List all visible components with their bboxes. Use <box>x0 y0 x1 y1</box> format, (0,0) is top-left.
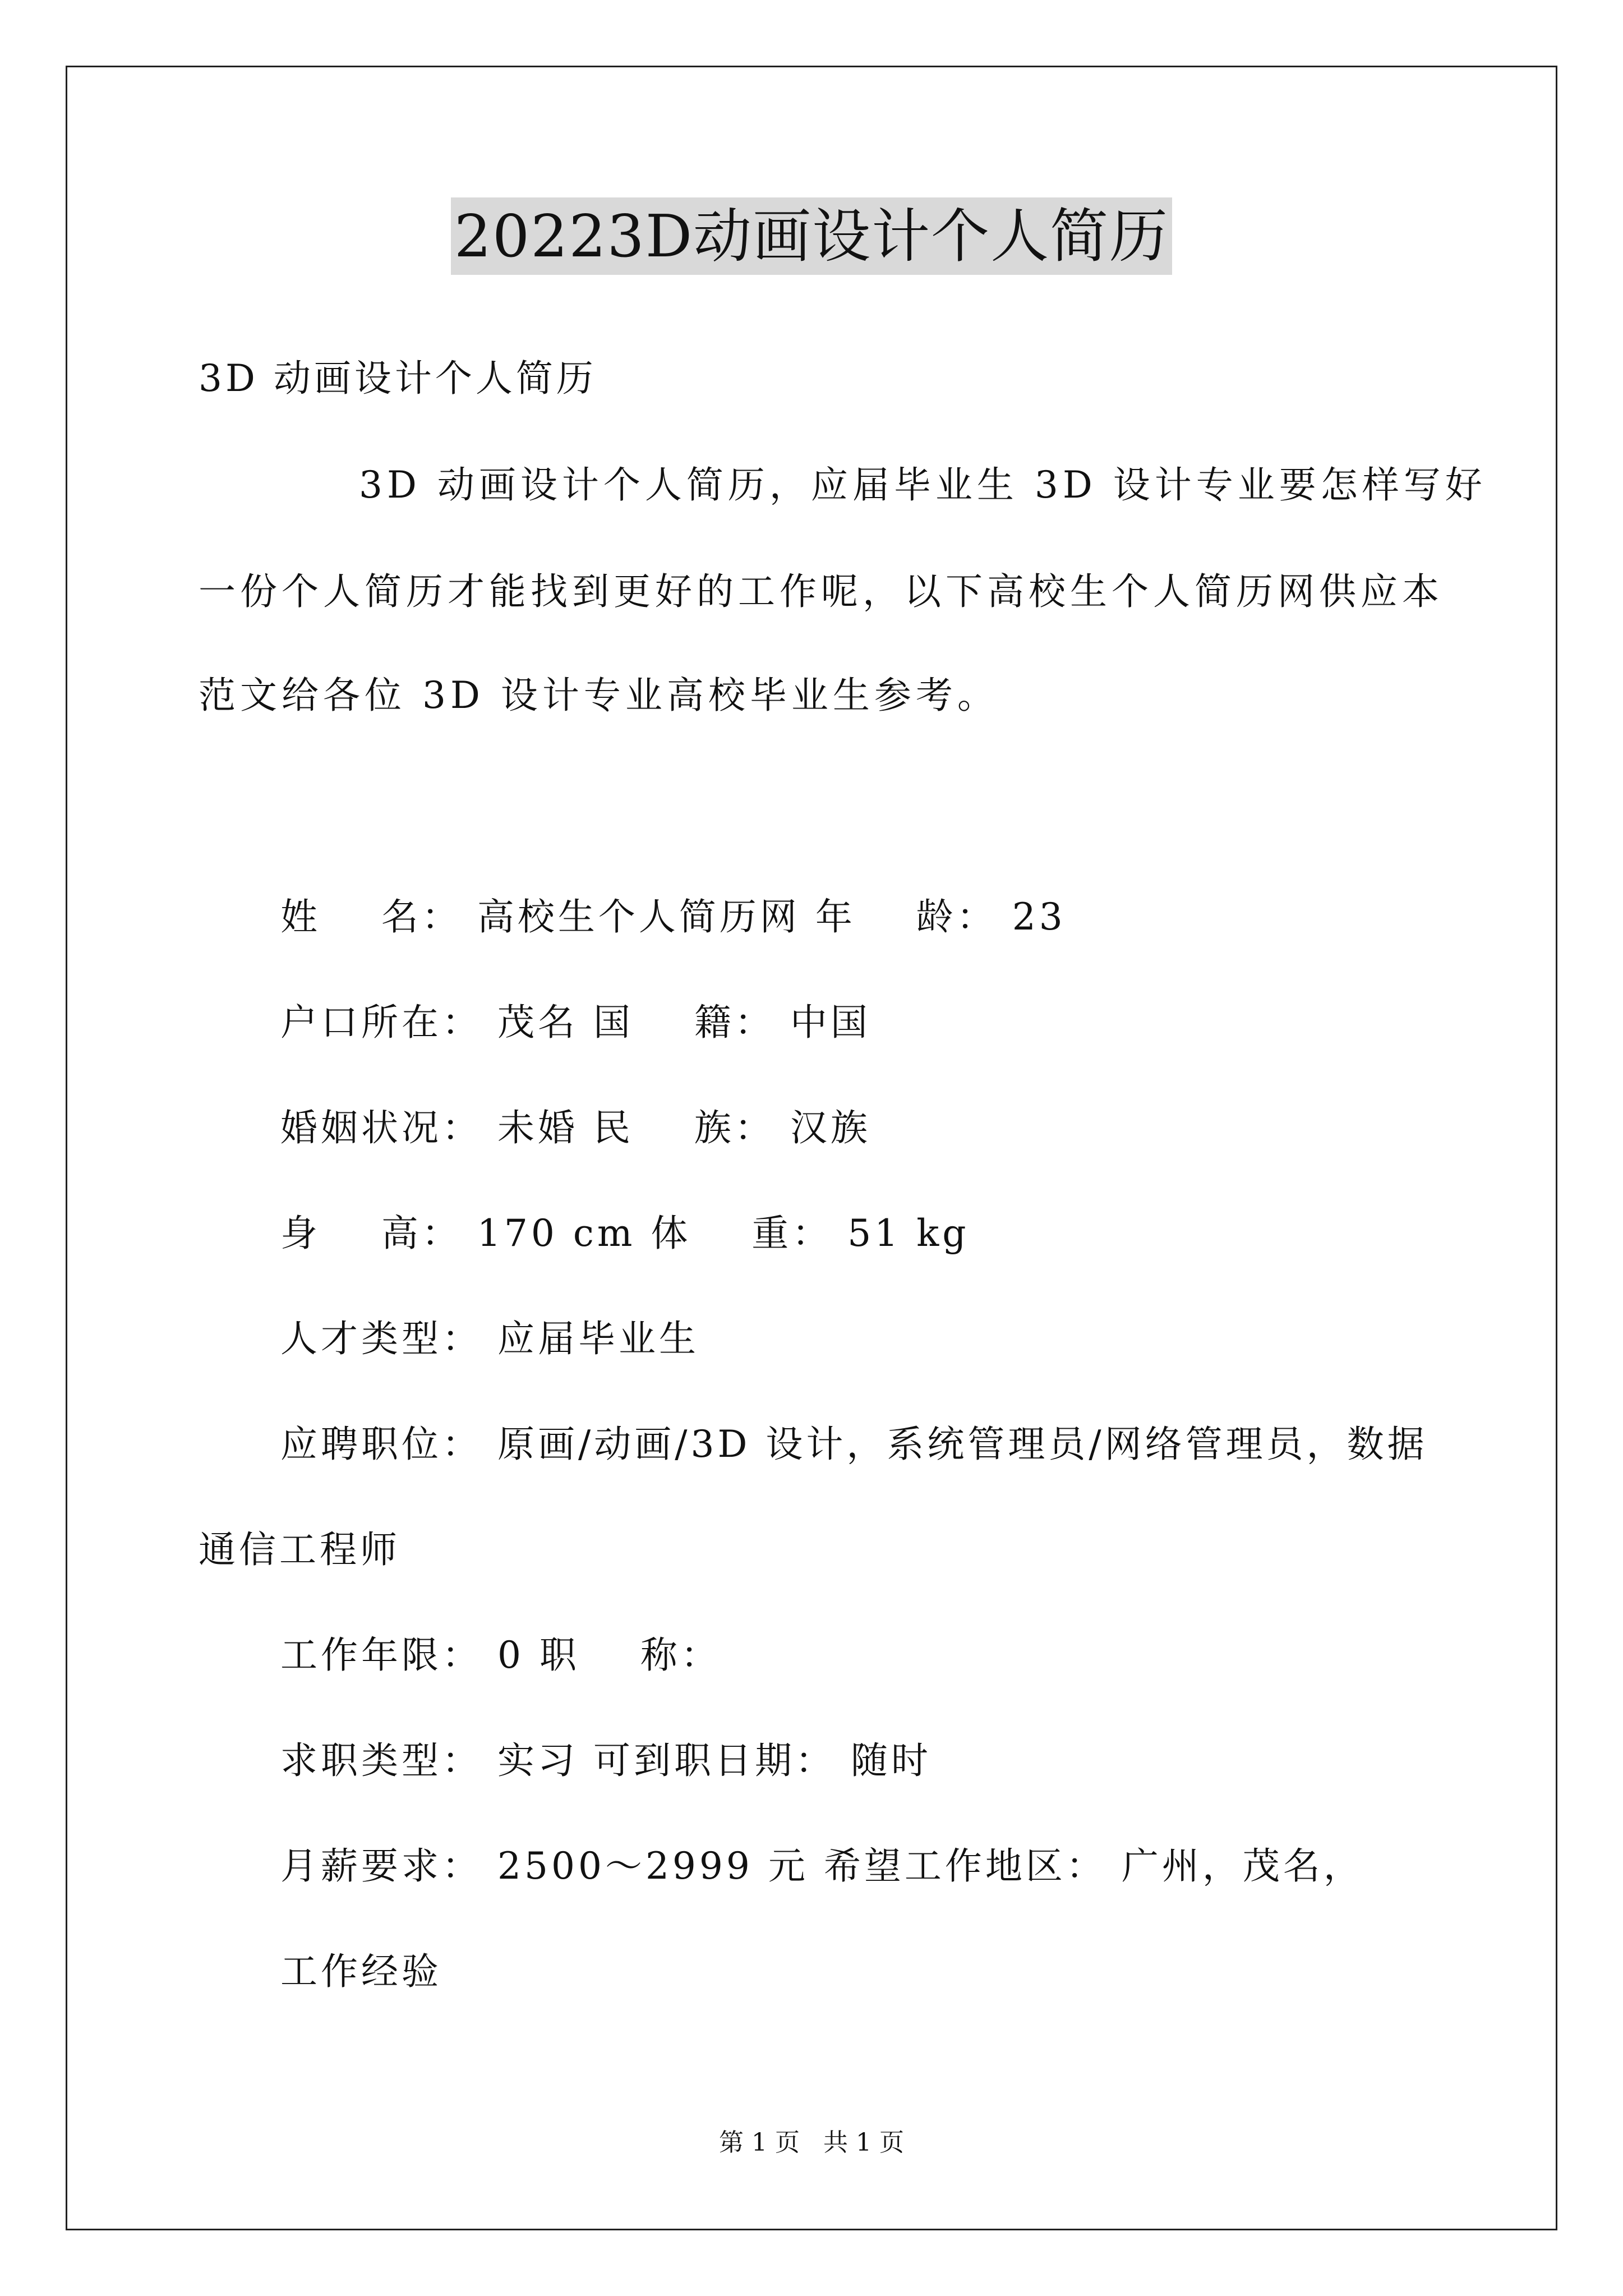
section-work-experience: 工作经验 <box>280 1950 442 1993</box>
intro-line-3: 范文给各位 3D 设计专业高校毕业生参考。 <box>199 674 999 717</box>
field-talent-type: 人才类型： 应届毕业生 <box>280 1317 699 1360</box>
document-subtitle: 3D 动画设计个人简历 <box>199 357 597 400</box>
field-position: 应聘职位： 原画/动画/3D 设计，系统管理员/网络管理员，数据 <box>280 1423 1428 1466</box>
title-container <box>0 197 1623 275</box>
field-position-continued: 通信工程师 <box>199 1528 400 1571</box>
field-job-type-start: 求职类型： 实习 可到职日期： 随时 <box>280 1739 932 1782</box>
field-name-age: 姓 名： 高校生个人简历网 年 龄： 23 <box>280 895 1066 938</box>
document-title: 20223D动画设计个人简历 <box>451 197 1172 275</box>
intro-line-2: 一份个人简历才能找到更好的工作呢，以下高校生个人简历网供应本 <box>199 570 1444 613</box>
field-height-weight: 身 高： 170 cm 体 重： 51 kg <box>280 1212 970 1255</box>
field-marital-ethnicity: 婚姻状况： 未婚 民 族： 汉族 <box>280 1106 871 1149</box>
field-hukou-nationality: 户口所在： 茂名 国 籍： 中国 <box>280 1001 871 1044</box>
intro-line-1: 3D 动画设计个人简历，应届毕业生 3D 设计专业要怎样写好 <box>359 463 1487 507</box>
field-salary-location: 月薪要求： 2500～2999 元 希望工作地区： 广州，茂名， <box>280 1844 1364 1888</box>
field-work-years-title: 工作年限： 0 职 称： <box>280 1634 721 1677</box>
page-footer: 第 1 页 共 1 页 <box>719 2128 904 2157</box>
